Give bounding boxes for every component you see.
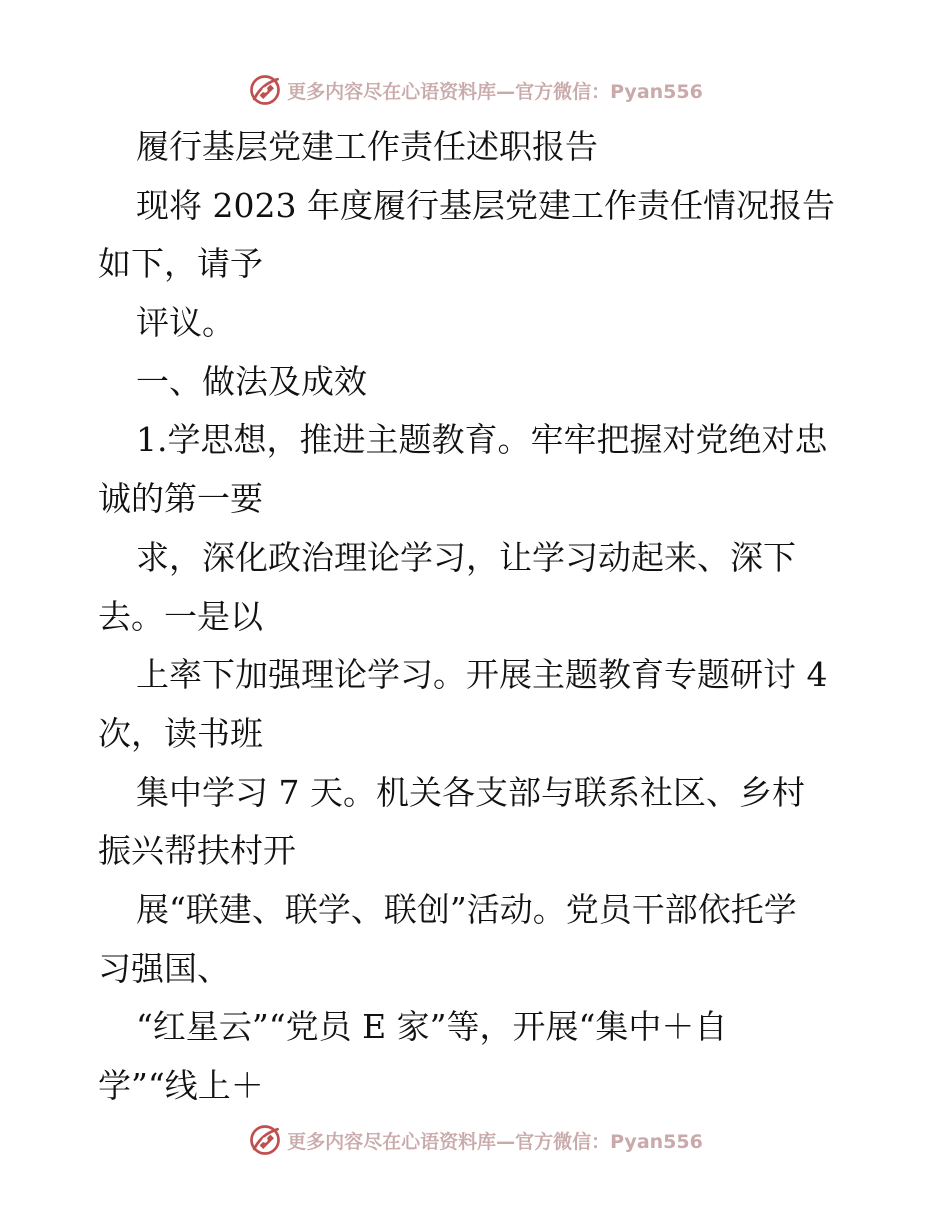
document-line: 上率下加强理论学习。开展主题教育专题研讨 4 — [136, 655, 828, 695]
document-line: 习强国、 — [98, 948, 230, 988]
document-line: 履行基层党建工作责任述职报告 — [136, 127, 598, 166]
document-line: 学”“线上＋ — [98, 1066, 264, 1105]
document-line: 展“联建、联学、联创”活动。党员干部依托学 — [136, 889, 797, 929]
document-body — [98, 118, 858, 1116]
document-line: 一、做法及成效 — [136, 361, 367, 401]
footer-watermark-banner — [0, 1120, 950, 1160]
document-line: “红星云”“党员 E 家”等，开展“集中＋自 — [136, 1007, 728, 1047]
header-watermark-text: 更多内容尽在心语资料库—官方微信：Pyan556 — [287, 80, 703, 103]
header-watermark-banner — [0, 70, 950, 110]
document-line: 诚的第一要 — [98, 479, 263, 519]
document-line: 1.学思想，推进主题教育。牢牢把握对党绝对忠 — [136, 420, 828, 460]
document-line: 集中学习 7 天。机关各支部与联系社区、乡村 — [136, 772, 805, 812]
document-line: 去。一是以 — [98, 596, 263, 636]
brand-logo-icon — [247, 1122, 283, 1158]
brand-logo-icon — [247, 72, 283, 108]
document-line: 求，深化政治理论学习，让学习动起来、深下 — [136, 537, 796, 577]
document-line: 振兴帮扶村开 — [98, 831, 296, 871]
document-line: 次，读书班 — [98, 713, 263, 753]
footer-watermark-text: 更多内容尽在心语资料库—官方微信：Pyan556 — [287, 1130, 703, 1153]
document-line: 如下，请予 — [98, 244, 263, 284]
document-line: 现将 2023 年度履行基层党建工作责任情况报告 — [136, 185, 835, 225]
document-line: 评议。 — [136, 303, 235, 343]
